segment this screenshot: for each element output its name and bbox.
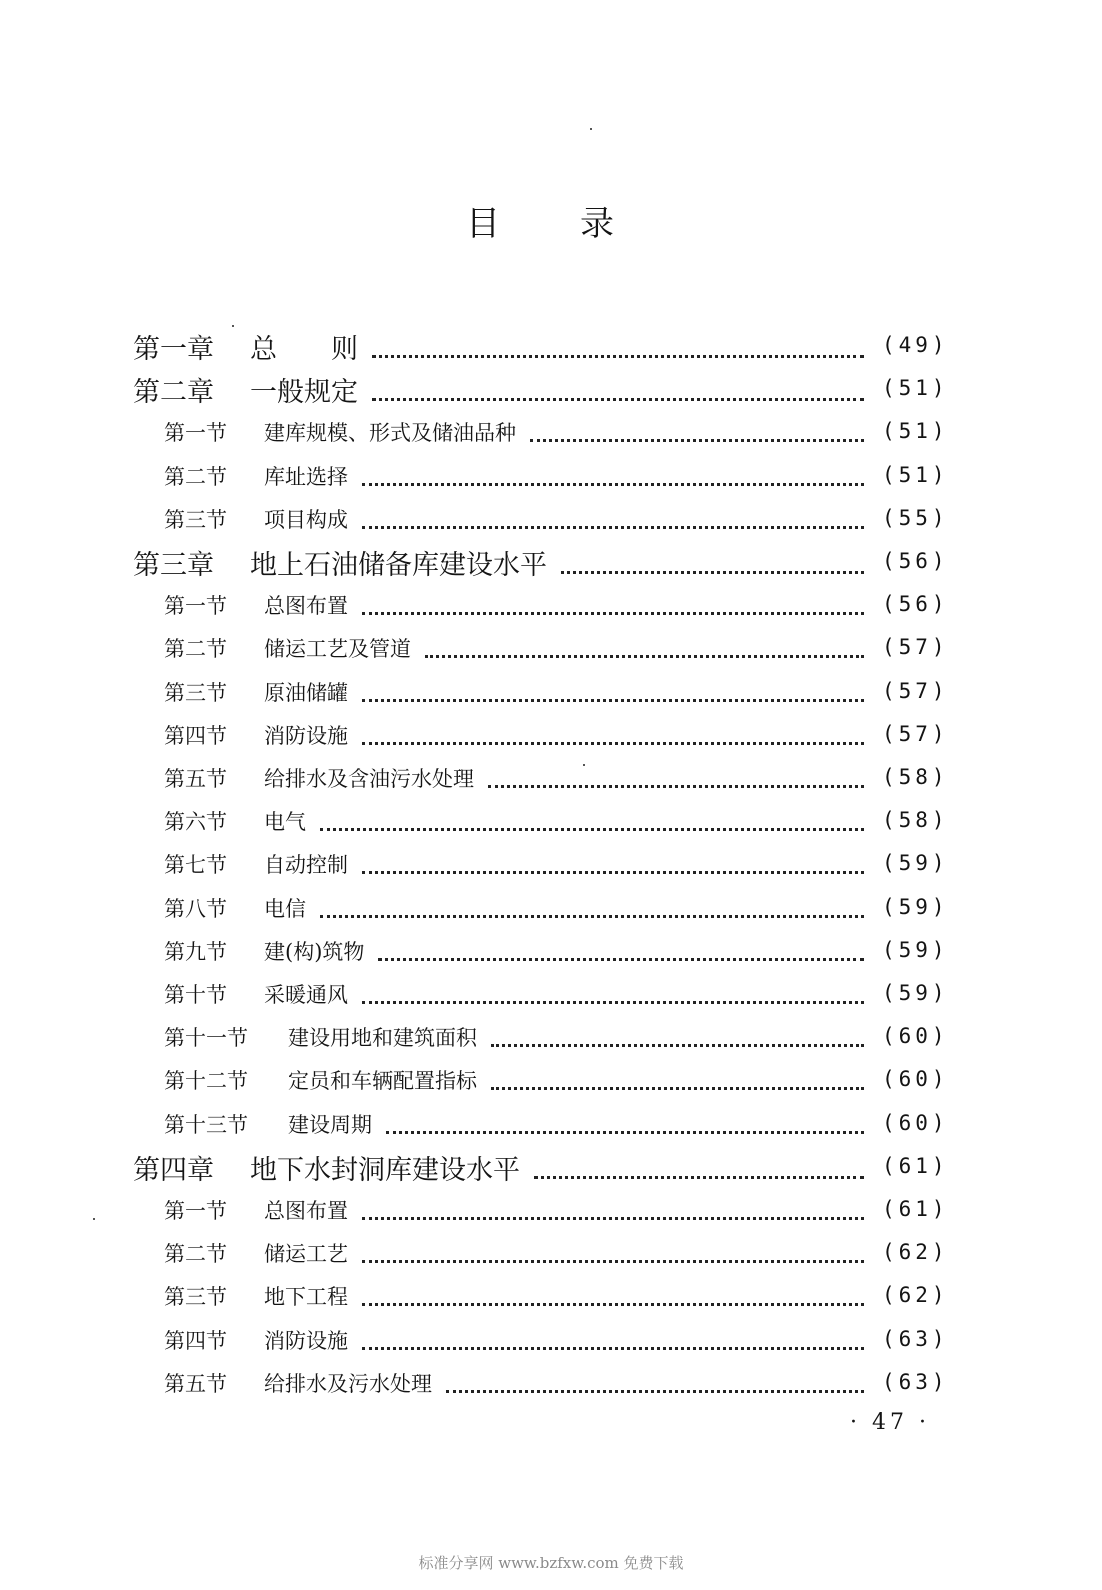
toc-page-number: (58): [882, 808, 949, 833]
toc-entry-number: 第三节: [164, 680, 227, 705]
toc-section-row: [0, 413, 1102, 456]
scan-speck: [232, 325, 234, 327]
scan-speck: [93, 1218, 95, 1220]
toc-entry-number: 第十节: [164, 983, 227, 1007]
toc-leader-dots: [491, 1071, 864, 1090]
toc-section-row: [0, 1277, 1102, 1320]
toc-entry-title: 定员和车辆配置指标: [288, 1069, 477, 1094]
toc-entry-title: 建库规模、形式及储油品种: [264, 421, 516, 446]
toc-section-row: [0, 1364, 1102, 1407]
toc-leader-dots: [362, 467, 864, 486]
toc-heading-char-2: 录: [580, 204, 614, 244]
toc-entry-title: 库址选择: [264, 464, 348, 489]
toc-entry-number: 第十三节: [164, 1112, 248, 1137]
toc-page-number: (58): [882, 765, 949, 789]
toc-section-row: [0, 1061, 1102, 1104]
toc-section-row: [0, 1105, 1102, 1148]
toc-leader-dots: [534, 1160, 864, 1179]
toc-chapter-row: [0, 1148, 1102, 1191]
toc-heading-char-1: 目: [466, 204, 500, 244]
toc-entry-number: 第四节: [164, 1328, 227, 1353]
toc-section-row: [0, 500, 1102, 543]
toc-page-number: (61): [882, 1153, 949, 1178]
scan-speck: [590, 128, 592, 130]
toc-section-row: [0, 1321, 1102, 1364]
toc-leader-dots: [362, 683, 864, 702]
toc-section-row: [0, 889, 1102, 932]
toc-page-number: (60): [882, 1110, 949, 1135]
toc-section-row: [0, 673, 1102, 716]
scan-speck: [583, 764, 585, 766]
toc-entry-title: 总图布置: [264, 1199, 348, 1223]
toc-entry-number: 第三章: [133, 550, 214, 581]
toc-entry-number: 第九节: [164, 939, 227, 964]
toc-entry-number: 第二节: [164, 1242, 227, 1267]
toc-leader-dots: [372, 382, 864, 401]
toc-page-number: (57): [882, 721, 949, 746]
toc-entry-title: 给排水及含油污水处理: [264, 767, 474, 791]
toc-entry-number: 第十二节: [164, 1069, 248, 1094]
toc-leader-dots: [378, 942, 864, 961]
toc-entry-title: 总图布置: [264, 594, 348, 619]
toc-section-row: [0, 932, 1102, 975]
toc-entry-number: 第五节: [164, 767, 227, 791]
toc-entry-number: 第四章: [133, 1154, 214, 1186]
toc-page-number: (60): [882, 1024, 949, 1049]
toc-section-row: [0, 845, 1102, 888]
toc-leader-dots: [386, 1115, 864, 1134]
toc-section-row: [0, 1018, 1102, 1061]
toc-leader-dots: [320, 812, 864, 831]
toc-entry-title: 建(构)筑物: [264, 939, 365, 964]
toc-leader-dots: [425, 639, 864, 658]
toc-entry-number: 第三节: [164, 1285, 227, 1310]
toc-entry-title: 自动控制: [264, 853, 348, 878]
toc-entry-title: 地上石油储备库建设水平: [250, 550, 547, 581]
toc-section-row: [0, 975, 1102, 1018]
toc-entry-title: 消防设施: [264, 1328, 348, 1353]
toc-entry-number: 第六节: [164, 810, 227, 835]
toc-page-number: (56): [882, 549, 949, 573]
toc-entry-title: 消防设施: [264, 723, 348, 748]
toc-page-number: (51): [882, 376, 949, 401]
toc-entry-title: 电气: [264, 810, 306, 835]
toc-chapter-row: [0, 327, 1102, 370]
toc-entry-title: 项目构成: [264, 507, 348, 532]
toc-page-number: (59): [882, 894, 949, 919]
toc-entry-number: 第一节: [164, 1199, 227, 1223]
toc-leader-dots: [362, 726, 864, 745]
toc-entry-number: 第二节: [164, 464, 227, 489]
toc-leader-dots: [320, 899, 864, 918]
toc-page-number: (57): [882, 678, 949, 703]
toc-entry-number: 第一节: [164, 594, 227, 619]
toc-section-row: [0, 716, 1102, 759]
toc-entry-title: 给排水及污水处理: [264, 1371, 432, 1396]
toc-entry-number: 第三节: [164, 507, 227, 532]
toc-entry-number: 第二章: [133, 377, 214, 409]
toc-page-number: (61): [882, 1197, 949, 1221]
toc-section-row: [0, 802, 1102, 845]
toc-entry-title: 总 则: [250, 334, 358, 365]
toc-entry-number: 第二节: [164, 637, 227, 662]
toc-leader-dots: [362, 1287, 864, 1306]
toc-page-number: (51): [882, 462, 949, 487]
toc-section-row: [0, 586, 1102, 629]
toc-entry-title: 地下工程: [264, 1285, 348, 1310]
toc-page-number: (63): [882, 1369, 949, 1394]
toc-page-number: (62): [882, 1240, 949, 1265]
toc-page-number: (57): [882, 635, 949, 660]
toc-entry-title: 建设周期: [288, 1112, 372, 1137]
toc-leader-dots: [446, 1374, 864, 1393]
toc-section-row: [0, 759, 1102, 802]
toc-section-row: [0, 629, 1102, 672]
toc-page-number: (56): [882, 592, 949, 617]
toc-page-number: (51): [882, 419, 949, 444]
toc-entry-number: 第五节: [164, 1371, 227, 1396]
toc-page-number: (62): [882, 1283, 949, 1308]
toc-page-number: (55): [882, 505, 949, 530]
toc-leader-dots: [362, 510, 864, 529]
toc-section-row: [0, 1191, 1102, 1234]
toc-leader-dots: [488, 769, 864, 788]
toc-leader-dots: [362, 1201, 864, 1220]
toc-entry-number: 第七节: [164, 853, 227, 878]
toc-section-row: [0, 457, 1102, 500]
toc-leader-dots: [530, 423, 864, 442]
toc-leader-dots: [362, 596, 864, 615]
toc-page-number: (63): [882, 1326, 949, 1351]
toc-entry-title: 电信: [264, 896, 306, 921]
toc-entry-number: 第四节: [164, 723, 227, 748]
toc-entry-title: 一般规定: [250, 377, 358, 409]
toc-leader-dots: [362, 855, 864, 874]
toc-leader-dots: [561, 555, 864, 574]
toc-entry-number: 第一章: [133, 334, 214, 365]
toc-leader-dots: [362, 985, 864, 1004]
toc-page-number: (49): [882, 333, 949, 357]
toc-entry-number: 第一节: [164, 421, 227, 446]
toc-entry-number: 第八节: [164, 896, 227, 921]
watermark-text: 标准分享网 www.bzfxw.com 免费下载: [418, 1554, 684, 1572]
toc-entry-title: 采暖通风: [264, 983, 348, 1007]
toc-chapter-row: [0, 543, 1102, 586]
toc-page-number: (59): [882, 851, 949, 876]
toc-chapter-row: [0, 370, 1102, 413]
toc-page-number: (59): [882, 937, 949, 962]
page-number: · 47 ·: [850, 1410, 930, 1435]
toc-leader-dots: [491, 1028, 864, 1047]
toc-leader-dots: [372, 339, 864, 358]
toc-entry-title: 储运工艺及管道: [264, 637, 411, 662]
toc-entry-title: 储运工艺: [264, 1242, 348, 1267]
toc-leader-dots: [362, 1244, 864, 1263]
toc-entry-title: 地下水封洞库建设水平: [250, 1154, 520, 1186]
toc-entry-title: 建设用地和建筑面积: [288, 1026, 477, 1051]
toc-section-row: [0, 1234, 1102, 1277]
toc-leader-dots: [362, 1331, 864, 1350]
toc-page-number: (59): [882, 981, 949, 1005]
toc-entry-number: 第十一节: [164, 1026, 248, 1051]
toc-page-number: (60): [882, 1067, 949, 1092]
toc-entry-title: 原油储罐: [264, 680, 348, 705]
